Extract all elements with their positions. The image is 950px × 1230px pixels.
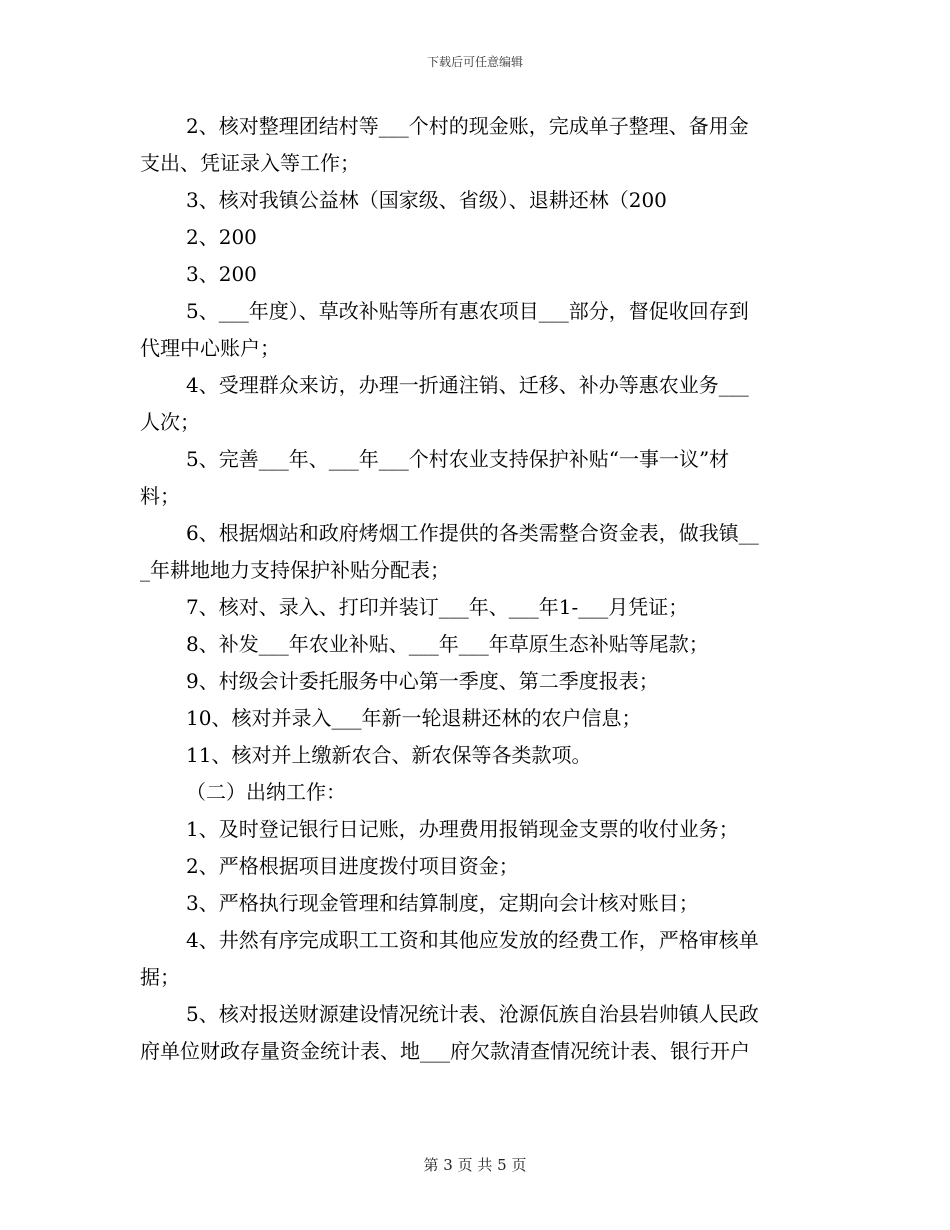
page-footer: 第 3 页 共 5 页 [423, 1156, 527, 1174]
page-header: 下载后可任意编辑 [426, 55, 523, 69]
text-line: 2、严格根据项目进度拨付项目资金； [186, 854, 519, 878]
text-line: 3、200 [186, 262, 257, 286]
text-line: 3、严格执行现金管理和结算制度，定期向会计核对账目； [186, 891, 699, 915]
text-line: 支出、凭证录入等工作； [140, 151, 360, 175]
text-line: 2、核对整理团结村等___个村的现金账，完成单子整理、备用金 [186, 114, 749, 138]
text-line: 人次； [140, 410, 200, 434]
text-line: _年耕地地力支持保护补贴分配表； [140, 558, 450, 582]
text-line: 10、核对并录入___年新一轮退耕还林的农户信息； [186, 706, 642, 730]
text-line: 6、根据烟站和政府烤烟工作提供的各类需整合资金表，做我镇__ [186, 521, 759, 545]
text-line: 代理中心账户； [140, 336, 280, 360]
text-line: 3、核对我镇公益林（国家级、省级）、退耕还林（200 [186, 188, 667, 212]
text-line: 9、村级会计委托服务中心第一季度、第二季度报表； [186, 669, 659, 693]
document-body [140, 108, 812, 1070]
text-line: 8、补发___年农业补贴、___年___年草原生态补贴等尾款； [186, 632, 709, 656]
text-line: 5、核对报送财源建设情况统计表、沧源佤族自治县岩帅镇人民政 [186, 1002, 759, 1026]
text-line: 4、井然有序完成职工工资和其他应发放的经费工作，严格审核单 [186, 928, 759, 952]
text-line: 4、受理群众来访，办理一折通注销、迁移、补办等惠农业务___ [186, 373, 749, 397]
text-line: 1、及时登记银行日记账，办理费用报销现金支票的收付业务； [186, 817, 739, 841]
text-line: 5、___年度）、草改补贴等所有惠农项目___部分，督促收回存到 [186, 299, 749, 323]
text-line: 府单位财政存量资金统计表、地___府欠款清查情况统计表、银行开户 [140, 1039, 750, 1063]
text-line: 7、核对、录入、打印并装订___年、___年1-___月凭证； [186, 595, 689, 619]
text-line: 据； [140, 965, 180, 989]
text-line: 5、完善___年、___年___个村农业支持保护补贴“一事一议”材 [186, 447, 730, 471]
text-line: （二）出纳工作： [186, 780, 346, 804]
text-line: 11、核对并上缴新农合、新农保等各类款项。 [186, 743, 592, 767]
text-line: 料； [140, 484, 180, 508]
text-line: 2、200 [186, 225, 257, 249]
